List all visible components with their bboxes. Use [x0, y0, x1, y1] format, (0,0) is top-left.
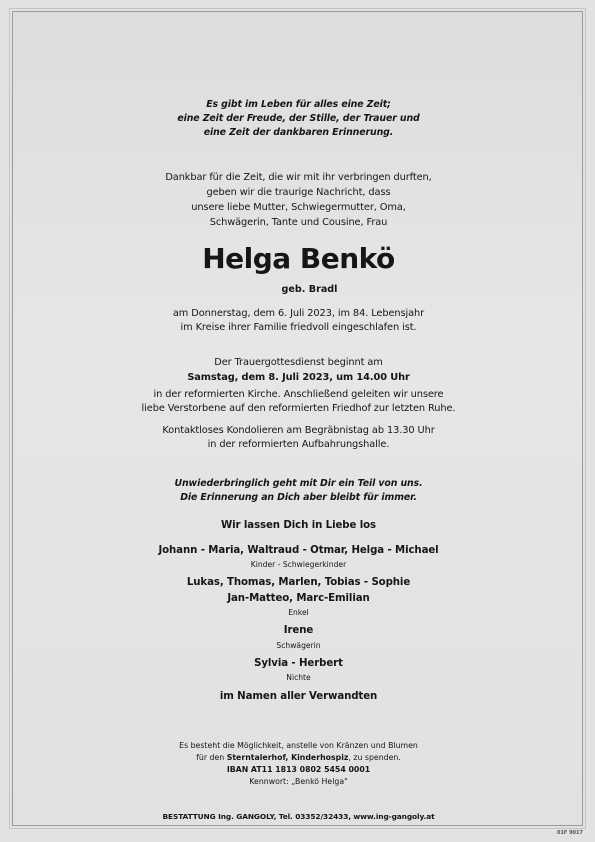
quote-line-1: Unwiederbringlich geht mit Dir ein Teil von uns. [174, 478, 423, 489]
farewell-line: Wir lassen Dich in Liebe los [221, 520, 376, 531]
service-date: Samstag, dem 8. Juli 2023, um 14.00 Uhr [187, 372, 410, 383]
condolence-line-2: in der reformierten Aufbahrungshalle. [207, 439, 390, 450]
relatives-line: im Namen aller Verwandten [219, 691, 378, 702]
donation-line-2-post: , zu spenden. [348, 753, 401, 762]
motto-line-3: eine Zeit der dankbaren Erinnerung. [203, 127, 394, 138]
death-notice-line-1: am Donnerstag, dem 6. Juli 2023, im 84. Lebensjahr [172, 308, 425, 319]
children-label: Kinder - Schwiegerkinder [250, 560, 347, 569]
death-notice-line-2: im Kreise ihrer Familie friedvoll eingeschlafen ist. [180, 322, 417, 333]
document-code: 01F 9017 [556, 830, 583, 836]
grandchildren-names-2: Jan-Matteo, Marc-Emilian [227, 593, 370, 604]
donation-keyword: Kennwort: „Benkö Helga" [249, 777, 348, 786]
donation-line-2-pre: für den [196, 753, 227, 762]
deceased-name: Helga Benkö [202, 242, 395, 275]
donation-line-2 [13, 753, 584, 762]
quote-line-2: Die Erinnerung an Dich aber bleibt für immer. [180, 492, 417, 503]
intro-line-1: Dankbar für die Zeit, die wir mit ihr verbringen durften, [165, 172, 432, 183]
children-names: Johann - Maria, Waltraud - Otmar, Helga - Michael [158, 545, 439, 556]
donation-line-1: Es besteht die Möglichkeit, anstelle von Kränzen und Blumen [179, 741, 418, 750]
motto-line-1: Es gibt im Leben für alles eine Zeit; [206, 99, 391, 110]
intro-line-4: Schwägerin, Tante und Cousine, Frau [209, 217, 388, 228]
grandchildren-label: Enkel [288, 608, 309, 617]
service-details-line-1: in der reformierten Kirche. Anschließend geleiten wir unsere [153, 389, 444, 400]
service-details-line-2: liebe Verstorbene auf den reformierten Friedhof zur letzten Ruhe. [141, 403, 456, 414]
donation-iban: IBAN AT11 1813 0802 5454 0001 [226, 765, 371, 774]
condolence-line-1: Kontaktloses Kondolieren am Begräbnistag ab 13.30 Uhr [162, 425, 435, 436]
sister-in-law-name: Irene [283, 625, 314, 636]
obituary-sheet [12, 11, 583, 826]
motto-line-2: eine Zeit der Freude, der Stille, der Trauer und [177, 113, 420, 124]
maiden-name: geb. Bradl [281, 284, 338, 295]
donation-recipient: Sterntalerhof, Kinderhospiz [226, 753, 349, 762]
intro-line-2: geben wir die traurige Nachricht, dass [206, 187, 391, 198]
service-intro: Der Trauergottesdienst beginnt am [214, 357, 383, 368]
intro-line-3: unsere liebe Mutter, Schwiegermutter, Oma, [191, 202, 406, 213]
funeral-home-footer: BESTATTUNG Ing. GANGOLY, Tel. 03352/32433, www.ing-gangoly.at [162, 812, 435, 821]
niece-label: Nichte [286, 673, 311, 682]
niece-names: Sylvia - Herbert [254, 658, 343, 669]
sister-in-law-label: Schwägerin [276, 641, 321, 650]
grandchildren-names-1: Lukas, Thomas, Marlen, Tobias - Sophie [186, 577, 411, 588]
